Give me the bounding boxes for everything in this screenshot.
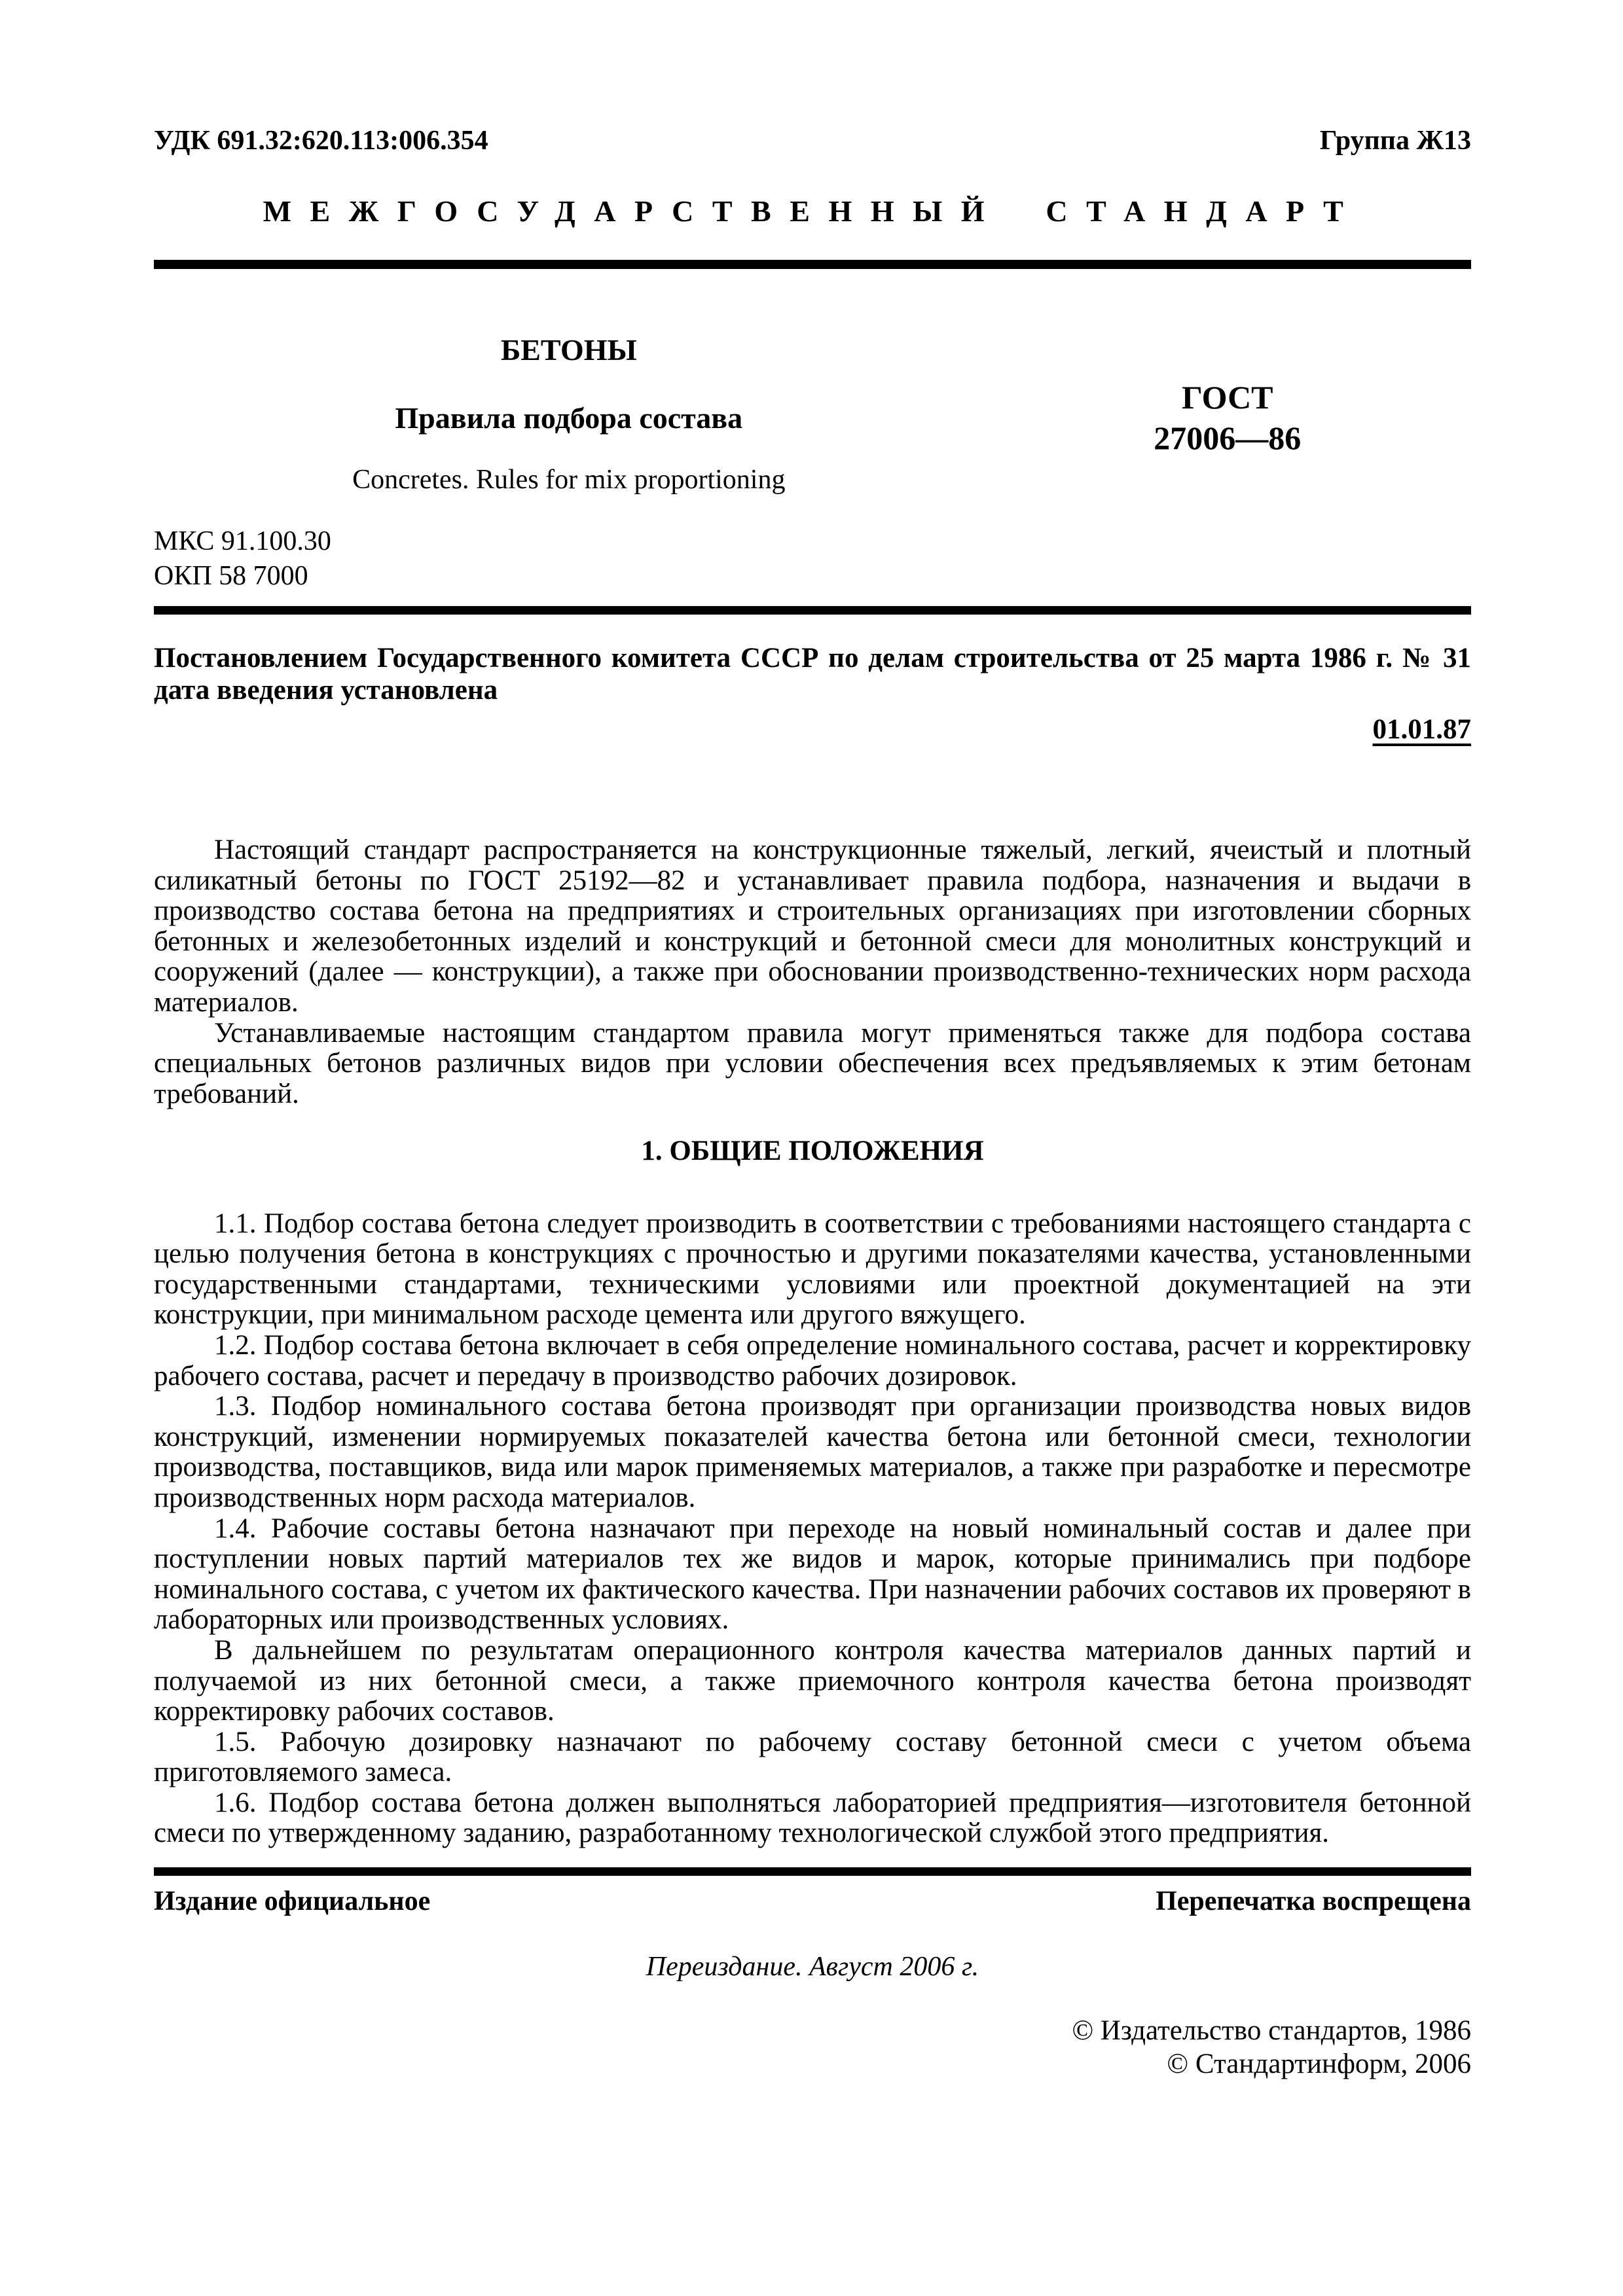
clause-1-5: 1.5. Рабочую дозировку назначают по рабочему составу бетонной смеси с учетом объема приготовляемого замеса. [154,1726,1471,1788]
gost-designation [984,377,1471,458]
document-footer [154,1867,1471,2081]
document-title: БЕТОНЫ [500,332,637,367]
copyright-block [154,2015,1471,2081]
classification-codes [154,524,1471,592]
gost-label: ГОСТ [1182,379,1273,416]
clause-1-4-note: В дальнейшем по результатам операционного контроля качества материалов данных партий и получаемой из них бетонной смеси, а также приемочного контроля качества бетона производят корректировку рабочих составов. [154,1634,1471,1727]
gost-number: 27006—86 [1154,420,1302,457]
reprint-prohibited-label: Перепечатка воспрещена [1156,1886,1471,1917]
section-1-heading: 1. ОБЩИЕ ПОЛОЖЕНИЯ [641,1136,984,1167]
effective-date-value: 01.01.87 [1372,713,1471,745]
clause-1-6: 1.6. Подбор состава бетона должен выполняться лабораторией предприятия—изготовителя бетонной смеси по утвержденному заданию, разработанному технологической службой этого предприятия. [154,1787,1471,1849]
title-left-column [154,334,984,495]
footer-labels-row [154,1886,1471,1916]
footer-divider-rule [154,1867,1471,1876]
clause-1-2: 1.2. Подбор состава бетона включает в себя определение номинального состава, расчет и корректировку рабочего состава, расчет и передачу в производство рабочих дозировок. [154,1329,1471,1391]
document-body [154,835,1471,1849]
official-edition-label: Издание официальное [154,1886,431,1917]
document-subtitle: Правила подбора состава [395,401,743,435]
intro-paragraph-1: Настоящий стандарт распространяется на конструкционные тяжелый, легкий, ячеистый и плотный силикатный бетоны по ГОСТ 25192—82 и устанавливает правила подбора, назначения и выдачи в производство состава бетона на предприятиях и строительных организациях при изготовлении сборных бетонных и железобетонных изделий и конструкций и бетонной смеси для монолитных конструкций и сооружений (далее — конструкции), а также при обосновании производственно-технических норм расхода материалов. [154,834,1471,1018]
decree-paragraph: Постановлением Государственного комитета СССР по делам строительства от 25 марта 1986 г. № 31 дата введения установлена [154,642,1471,706]
mks-code: МКС 91.100.30 [154,526,331,557]
copyright-2006: © Стандартинформ, 2006 [1167,2049,1471,2080]
document-header [154,126,1471,156]
standard-type-heading: МЕЖГОСУДАРСТВЕННЫЙ СТАНДАРТ [263,194,1362,228]
okp-code: ОКП 58 7000 [154,560,308,591]
intro-paragraph-2: Устанавливаемые настоящим стандартом правила могут применяться также для подбора состава специальных бетонов различных видов при условии обеспечения всех предъявляемых к этим бетонам требований. [154,1017,1471,1109]
clause-1-4: 1.4. Рабочие составы бетона назначают при переходе на новый номинальный состав и далее при поступлении новых партий материалов тех же видов и марок, которые принимались при подборе номинального состава, с учетом их фактического качества. При назначении рабочих составов их проверяют в лабораторных или производственных условиях. [154,1513,1471,1636]
clause-1-1: 1.1. Подбор состава бетона следует производить в соответствии с требованиями настоящего стандарта с целью получения бетона в конструкциях с прочностью и другими показателями качества, установленными государственными стандартами, техническими условиями или проектной документацией на эти конструкции, при минимальном расходе цемента или другого вяжущего. [154,1208,1471,1331]
udk-code: УДК 691.32:620.113:006.354 [154,126,488,156]
top-divider-rule [154,260,1471,269]
copyright-1986: © Издательство стандартов, 1986 [1072,2015,1471,2047]
reissue-note: Переиздание. Август 2006 г. [646,1952,979,1982]
document-title-english: Concretes. Rules for mix proportioning [352,465,786,495]
clause-1-3: 1.3. Подбор номинального состава бетона производят при организации производства новых видов конструкций, изменении нормируемых показателей качества бетона или бетонной смеси, технологии производства, поставщиков, вида или марок применяемых материалов, а также при разработке и пересмотре производственных норм расхода материалов. [154,1391,1471,1513]
decree-divider-rule [154,606,1471,615]
effective-date [154,714,1471,745]
title-block [154,334,1471,495]
group-code: Группа Ж13 [1319,126,1471,156]
